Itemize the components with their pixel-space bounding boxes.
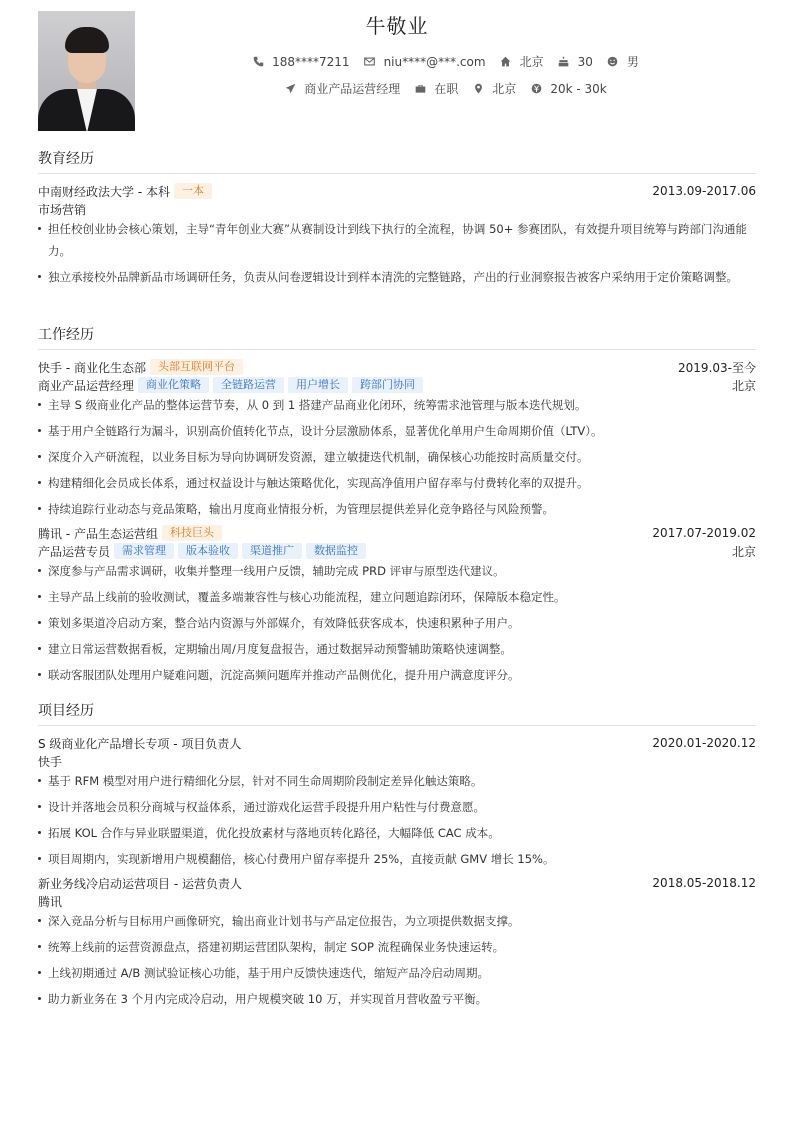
list-item: 上线初期通过 A/B 测试验证核心功能，基于用户反馈快速迭代，缩短产品冷启动周期。 xyxy=(38,962,756,984)
major-row xyxy=(38,200,756,218)
list-item: 主导产品上线前的验收测试，覆盖多端兼容性与核心功能流程，建立问题追踪闭环，保障版本稳定性。 xyxy=(38,586,756,608)
target-role-item xyxy=(284,80,400,97)
target-city-text: 北京 xyxy=(492,82,517,96)
skill-tag: 需求管理 xyxy=(114,543,174,559)
project-name: 新业务线冷启动运营项目 - 运营负责人 xyxy=(38,876,242,891)
job-city: 北京 xyxy=(731,544,756,559)
home-icon xyxy=(500,56,512,68)
job-head xyxy=(38,358,756,376)
list-item: 主导 S 级商业化产品的整体运营节奏，从 0 到 1 搭建产品商业化闭环，统筹需求池管理与版本迭代规划。 xyxy=(38,394,756,416)
list-item: 担任校创业协会核心策划，主导“青年创业大赛”从赛制设计到线下执行的全流程，协调 50+ 参赛团队，有效提升项目统筹与跨部门沟通能力。 xyxy=(38,218,756,262)
education-section xyxy=(38,150,756,292)
candidate-name: 牛敬业 xyxy=(365,14,429,38)
salary-item xyxy=(530,82,606,96)
job-head xyxy=(38,524,756,542)
target-role-text: 商业产品运营经理 xyxy=(304,82,401,96)
briefcase-icon xyxy=(414,83,426,95)
email-item xyxy=(364,55,486,69)
project-org: 腾讯 xyxy=(38,894,63,909)
skill-tag: 商业化策略 xyxy=(138,377,209,393)
status-item xyxy=(414,80,458,97)
education-head xyxy=(38,182,756,200)
city-text: 北京 xyxy=(519,55,544,69)
role-title: 产品运营专员 xyxy=(38,544,111,559)
education-date: 2013.09-2017.06 xyxy=(652,184,756,198)
list-item: 深度参与产品需求调研，收集并整理一线用户反馈，辅助完成 PRD 评审与原型迭代建议。 xyxy=(38,560,756,582)
skill-tag: 跨部门协同 xyxy=(352,377,423,393)
status-text: 在职 xyxy=(434,82,459,96)
role-title: 商业产品运营经理 xyxy=(38,378,135,393)
age-item xyxy=(558,55,593,69)
project-date: 2018.05-2018.12 xyxy=(652,876,756,890)
list-item: 策划多渠道冷启动方案，整合站内资源与外部媒介，有效降低获客成本，快速积累种子用户。 xyxy=(38,612,756,634)
job-city: 北京 xyxy=(731,378,756,393)
list-item: 建立日常运营数据看板，定期输出周/月度复盘报告，通过数据异动预警辅助策略快速调整。 xyxy=(38,638,756,660)
job-bullets xyxy=(38,394,756,520)
company-name: 快手 - 商业化生态部 xyxy=(38,360,146,375)
job-date: 2019.03-至今 xyxy=(678,360,756,375)
project-org-row xyxy=(38,892,756,910)
list-item: 设计并落地会员积分商城与权益体系，通过游戏化运营手段提升用户粘性与付费意愿。 xyxy=(38,796,756,818)
email-text: niu****@***.com xyxy=(383,54,486,69)
phone-text: 188****7211 xyxy=(272,54,350,69)
education-bullets xyxy=(38,218,756,288)
section-title: 工作经历 xyxy=(38,326,756,350)
list-item: 深度介入产研流程，以业务目标为导向协调研发资源，建立敏捷迭代机制，确保核心功能按时高质量交付。 xyxy=(38,446,756,468)
project-bullets xyxy=(38,910,756,1010)
list-item: 基于 RFM 模型对用户进行精细化分层，针对不同生命周期阶段制定差异化触达策略。 xyxy=(38,770,756,792)
role-row xyxy=(38,542,756,560)
money-icon xyxy=(530,83,542,95)
job-date: 2017.07-2019.02 xyxy=(652,526,756,540)
phone-item xyxy=(252,55,349,69)
job-intent-row xyxy=(135,80,756,97)
skill-tag: 用户增长 xyxy=(288,377,348,393)
project-bullets xyxy=(38,770,756,870)
age-text: 30 xyxy=(577,54,593,69)
list-item: 项目周期内，实现新增用户规模翻倍，核心付费用户留存率提升 25%，直接贡献 GMV 增长 15%。 xyxy=(38,848,756,870)
send-icon xyxy=(284,83,296,95)
skill-tag: 渠道推广 xyxy=(242,543,302,559)
section-title: 教育经历 xyxy=(38,150,756,174)
contact-row xyxy=(135,53,756,70)
skill-tag: 全链路运营 xyxy=(213,377,284,393)
company-tag: 科技巨头 xyxy=(162,525,222,541)
major-text: 市场营销 xyxy=(38,202,87,217)
project-head xyxy=(38,874,756,892)
list-item: 联动客服团队处理用户疑难问题，沉淀高频问题库并推动产品侧优化，提升用户满意度评分。 xyxy=(38,664,756,686)
role-row xyxy=(38,376,756,394)
project-date: 2020.01-2020.12 xyxy=(652,736,756,750)
skill-tag: 数据监控 xyxy=(306,543,366,559)
project-head xyxy=(38,734,756,752)
gender-item xyxy=(607,53,639,70)
project-name: S 级商业化产品增长专项 - 项目负责人 xyxy=(38,736,242,751)
gender-text: 男 xyxy=(626,55,639,69)
project-org: 快手 xyxy=(38,754,63,769)
list-item: 独立承接校外品牌新品市场调研任务，负责从问卷逻辑设计到样本清洗的完整链路，产出的行业洞察报告被客户采纳用于定价策略调整。 xyxy=(38,266,756,288)
school-tag: 一本 xyxy=(174,183,212,199)
school-name: 中南财经政法大学 - 本科 xyxy=(38,184,170,199)
phone-icon xyxy=(252,56,264,68)
company-tag: 头部互联网平台 xyxy=(150,359,243,375)
mail-icon xyxy=(364,56,376,68)
list-item: 构建精细化会员成长体系，通过权益设计与触达策略优化，实现高净值用户留存率与付费转化率的双提升。 xyxy=(38,472,756,494)
list-item: 基于用户全链路行为漏斗，识别高价值转化节点，设计分层激励体系，显著优化单用户生命周期价值（LTV）。 xyxy=(38,420,756,442)
skill-tag: 版本验收 xyxy=(178,543,238,559)
cake-icon xyxy=(558,56,570,68)
work-section xyxy=(38,326,756,690)
list-item: 深入竞品分析与目标用户画像研究，输出商业计划书与产品定位报告，为立项提供数据支撑。 xyxy=(38,910,756,932)
list-item: 助力新业务在 3 个月内完成冷启动，用户规模突破 10 万，并实现首月营收盈亏平衡。 xyxy=(38,988,756,1010)
list-item: 拓展 KOL 合作与异业联盟渠道，优化投放素材与落地页转化路径，大幅降低 CAC 成本。 xyxy=(38,822,756,844)
target-city-item xyxy=(472,80,516,97)
company-name: 腾讯 - 产品生态运营组 xyxy=(38,526,158,541)
project-org-row xyxy=(38,752,756,770)
job-bullets xyxy=(38,560,756,686)
location-pin-icon xyxy=(472,83,484,95)
section-title: 项目经历 xyxy=(38,702,756,726)
list-item: 统筹上线前的运营资源盘点，搭建初期运营团队架构，制定 SOP 流程确保业务快速运转。 xyxy=(38,936,756,958)
projects-section xyxy=(38,702,756,1014)
smile-icon xyxy=(607,56,619,68)
city-item xyxy=(500,53,544,70)
list-item: 持续追踪行业动态与竞品策略，输出月度商业情报分析，为管理层提供差异化竞争路径与风险预警。 xyxy=(38,498,756,520)
salary-text: 20k - 30k xyxy=(550,81,607,96)
